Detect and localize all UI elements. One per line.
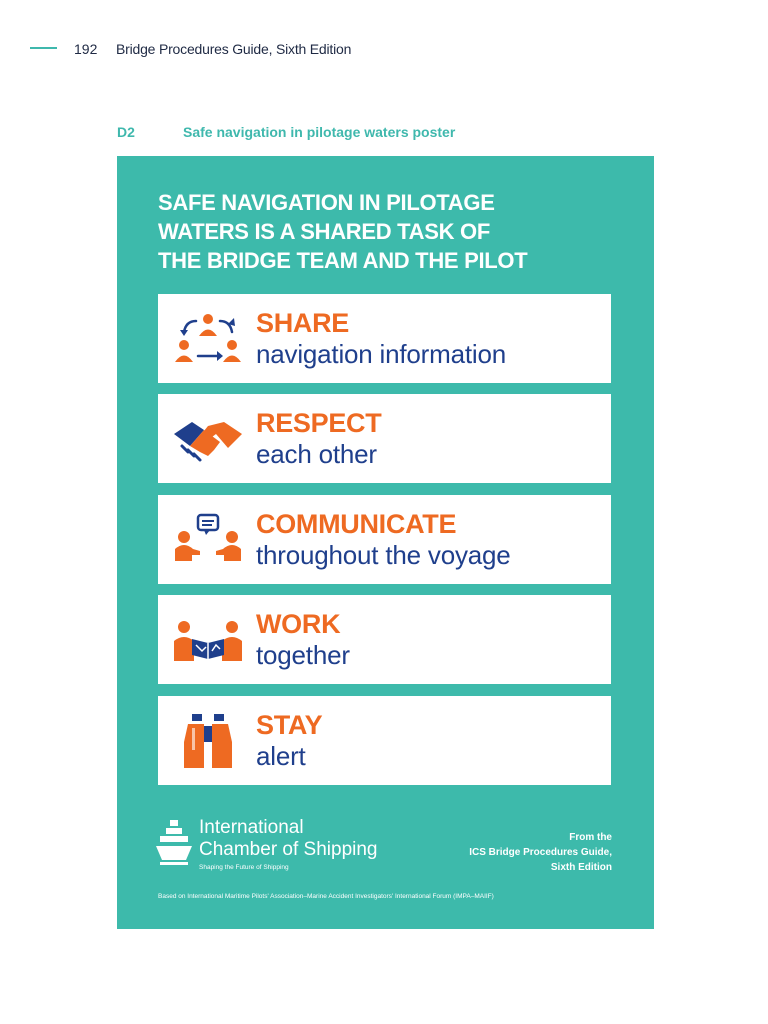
card-text: together xyxy=(256,640,350,670)
organisation-name-line: International xyxy=(199,817,304,838)
headline-line: SAFE NAVIGATION IN PILOTAGE xyxy=(158,190,495,215)
binoculars-icon xyxy=(170,714,246,768)
handshake-icon xyxy=(170,412,246,466)
headline-line: THE BRIDGE TEAM AND THE PILOT xyxy=(158,248,528,273)
organisation-name-line: Chamber of Shipping xyxy=(199,839,378,860)
page-number: 192 xyxy=(74,41,98,57)
safe-navigation-poster xyxy=(117,156,654,929)
section-code: D2 xyxy=(117,124,135,140)
headline-line: WATERS IS A SHARED TASK OF xyxy=(158,219,490,244)
basis-note: Based on International Maritime Pilots' Association–Marine Accident Investigators' International Forum (IMPA–MAIIF) xyxy=(158,893,494,900)
organisation-name xyxy=(199,817,378,861)
teamwork-chart-icon xyxy=(170,613,246,667)
poster-headline xyxy=(158,188,628,275)
card-verb: WORK xyxy=(256,609,341,639)
card-respect xyxy=(158,394,611,483)
source-credit xyxy=(412,830,612,875)
conversation-icon xyxy=(170,513,246,567)
card-verb: COMMUNICATE xyxy=(256,509,457,539)
card-text: navigation information xyxy=(256,339,506,369)
card-text: each other xyxy=(256,439,377,469)
credit-line: Sixth Edition xyxy=(550,862,612,873)
section-title: Safe navigation in pilotage waters poster xyxy=(183,124,456,140)
card-verb: STAY xyxy=(256,710,323,740)
card-verb: RESPECT xyxy=(256,408,382,438)
organisation-tagline: Shaping the Future of Shipping xyxy=(199,864,289,871)
people-exchange-icon xyxy=(170,312,246,366)
card-share xyxy=(158,294,611,383)
card-text: alert xyxy=(256,741,306,771)
card-stay xyxy=(158,696,611,785)
card-verb: SHARE xyxy=(256,308,350,338)
book-title: Bridge Procedures Guide, Sixth Edition xyxy=(116,41,352,57)
card-text: throughout the voyage xyxy=(256,540,511,570)
credit-line: ICS Bridge Procedures Guide, xyxy=(469,847,612,858)
card-communicate xyxy=(158,495,611,584)
header-rule xyxy=(30,47,57,49)
card-work xyxy=(158,595,611,684)
credit-line: From the xyxy=(569,832,612,843)
ics-ship-logo xyxy=(156,818,192,866)
